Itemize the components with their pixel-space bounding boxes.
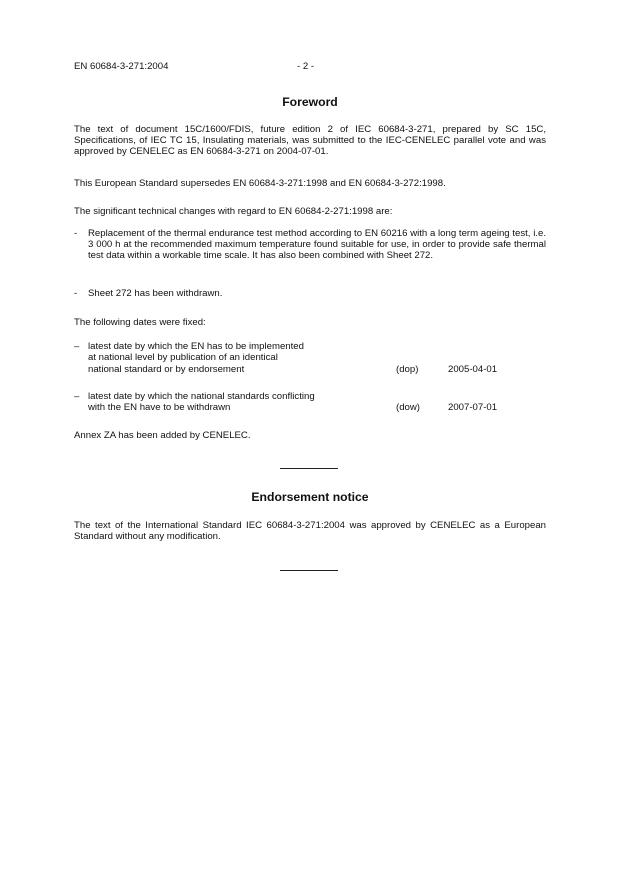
section-divider-1: [280, 468, 338, 469]
change-item-2-text: Sheet 272 has been withdrawn.: [88, 288, 223, 299]
dates-intro: The following dates were fixed:: [74, 317, 206, 328]
change-item-2-marker: -: [74, 288, 78, 299]
date-entry-2-date: 2007-07-01: [448, 402, 498, 413]
date-entry-1-marker: –: [74, 341, 80, 352]
header-page-number: - 2 -: [297, 61, 315, 72]
date-entry-2-line-2: with the EN have to be withdrawn: [88, 402, 231, 413]
endorsement-text: The text of the International Standard IEC 60684-3-271:2004 was approved by CENELEC as a European Standard without any modification.: [74, 520, 546, 543]
date-entry-1-line-2: at national level by publication of an identical: [88, 352, 278, 363]
date-entry-1-line-1: latest date by which the EN has to be implemented: [88, 341, 304, 352]
date-entry-1-line-3: national standard or by endorsement: [88, 364, 245, 375]
foreword-paragraph-3: The significant technical changes with regard to EN 60684-2-271:1998 are:: [74, 206, 393, 217]
date-entry-1-code: (dop): [396, 364, 419, 375]
date-entry-2-marker: –: [74, 391, 80, 402]
date-entry-1-date: 2005-04-01: [448, 364, 498, 375]
annex-note: Annex ZA has been added by CENELEC.: [74, 430, 251, 441]
endorsement-title: Endorsement notice: [251, 490, 369, 504]
foreword-paragraph-1: The text of document 15C/1600/FDIS, future edition 2 of IEC 60684-3-271, prepared by SC 15C, Specifications, of IEC TC 15, Insulating materials, was submitted to the IEC-CENELEC parallel vote and was approved by CENELEC as EN 60684-3-271 on 2004-07-01.: [74, 124, 546, 158]
header-doc-id: EN 60684-3-271:2004: [74, 61, 169, 72]
change-item-1-marker: -: [74, 228, 78, 239]
foreword-paragraph-2: This European Standard supersedes EN 60684-3-271:1998 and EN 60684-3-272:1998.: [74, 178, 446, 189]
date-entry-2-line-1: latest date by which the national standards conflicting: [88, 391, 315, 402]
date-entry-2-code: (dow): [396, 402, 420, 413]
section-divider-2: [280, 570, 338, 571]
change-item-1-text: Replacement of the thermal endurance test method according to EN 60216 with a long term ageing test, i.e. 3 000 h at the recommended maximum temperature found suitable for use, in order to provide safe thermal test data within a workable time scale. It has also been combined with Sheet 272.: [88, 228, 546, 262]
foreword-title: Foreword: [282, 95, 338, 109]
